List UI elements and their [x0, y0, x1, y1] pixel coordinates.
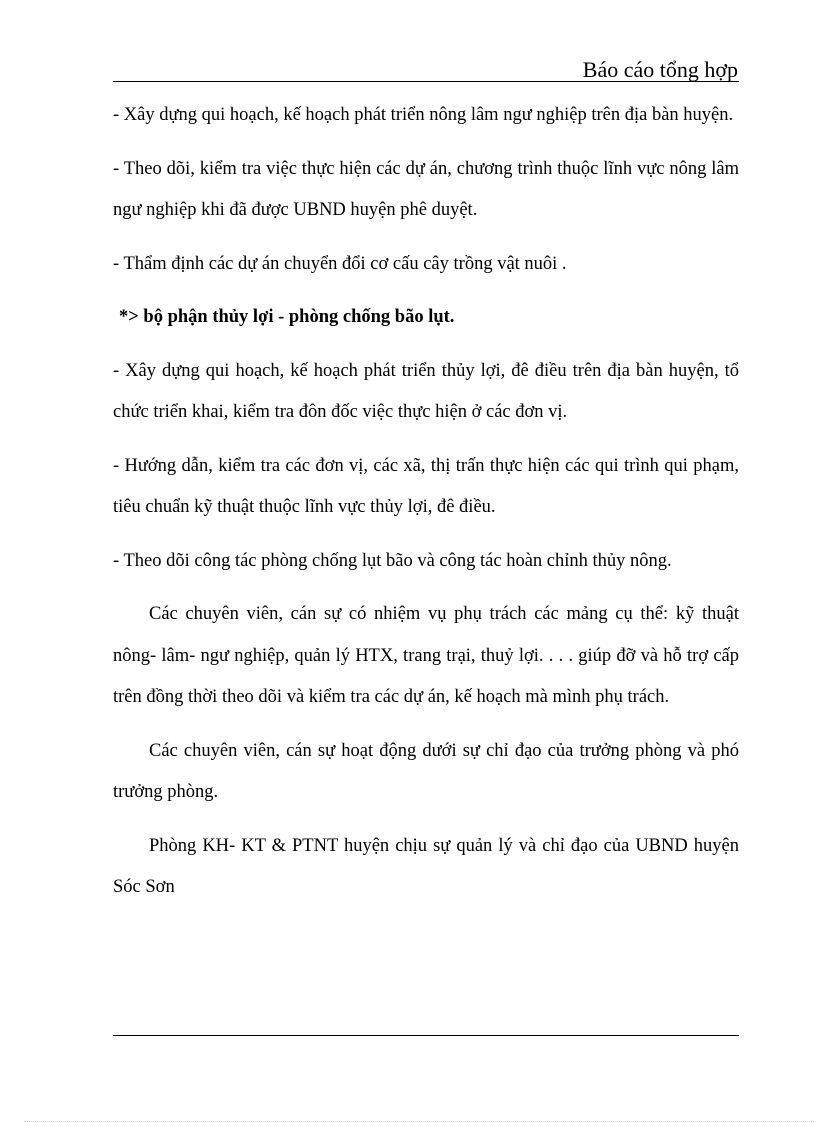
paragraph-appraisal: - Thẩm định các dự án chuyển đổi cơ cấu cây trồng vật nuôi .: [113, 253, 567, 274]
page-header-title: Báo cáo tổng hợp: [582, 57, 738, 82]
paragraph-monitoring: - Theo dõi, kiểm tra việc thực hiện các dự án, chương trình thuộc lĩnh vực nông lâm ngư nghiệp khi đã được UBND huyện phê duyệt.: [113, 158, 739, 220]
document-body: [113, 95, 739, 921]
paragraph-department-management: Phòng KH- KT & PTNT huyện chịu sự quản lý và chỉ đạo của UBND huyện Sóc Sơn: [113, 835, 739, 897]
footer-rule: [113, 1035, 739, 1036]
header-rule: [113, 81, 739, 82]
paragraph-planning: - Xây dựng qui hoạch, kế hoạch phát triển nông lâm ngư nghiệp trên địa bàn huyện.: [113, 105, 734, 125]
paragraph-specialists-direction: Các chuyên viên, cán sự hoạt động dưới sự chỉ đạo của trưởng phòng và phó trưởng phòng.: [113, 740, 739, 802]
paragraph-irrigation-planning: - Xây dựng qui hoạch, kế hoạch phát triển thủy lợi, đê điều trên địa bàn huyện, tổ chức triển khai, kiểm tra đôn đốc việc thực hiện ở các đơn vị.: [113, 360, 739, 422]
paragraph-specialists-duties: Các chuyên viên, cán sự có nhiệm vụ phụ trách các mảng cụ thể: kỹ thuật nông- lâm- ngư nghiệp, quản lý HTX, trang trại, thuỷ lợi. . . . giúp đỡ và hỗ trợ cấp trên đồng thời theo dõi và kiểm tra các dự án, kế hoạch mà mình phụ trách.: [113, 604, 739, 707]
paragraph-guidance: - Hướng dẫn, kiểm tra các đơn vị, các xã, thị trấn thực hiện các qui trình qui phạm, tiêu chuẩn kỹ thuật thuộc lĩnh vực thủy lợi, đê điều.: [113, 455, 739, 517]
section-heading: *> bộ phận thủy lợi - phòng chống bão lụt.: [119, 307, 455, 327]
page-bottom-border: [24, 1121, 814, 1122]
paragraph-flood-control: - Theo dõi công tác phòng chống lụt bão và công tác hoàn chỉnh thủy nông.: [113, 550, 672, 571]
